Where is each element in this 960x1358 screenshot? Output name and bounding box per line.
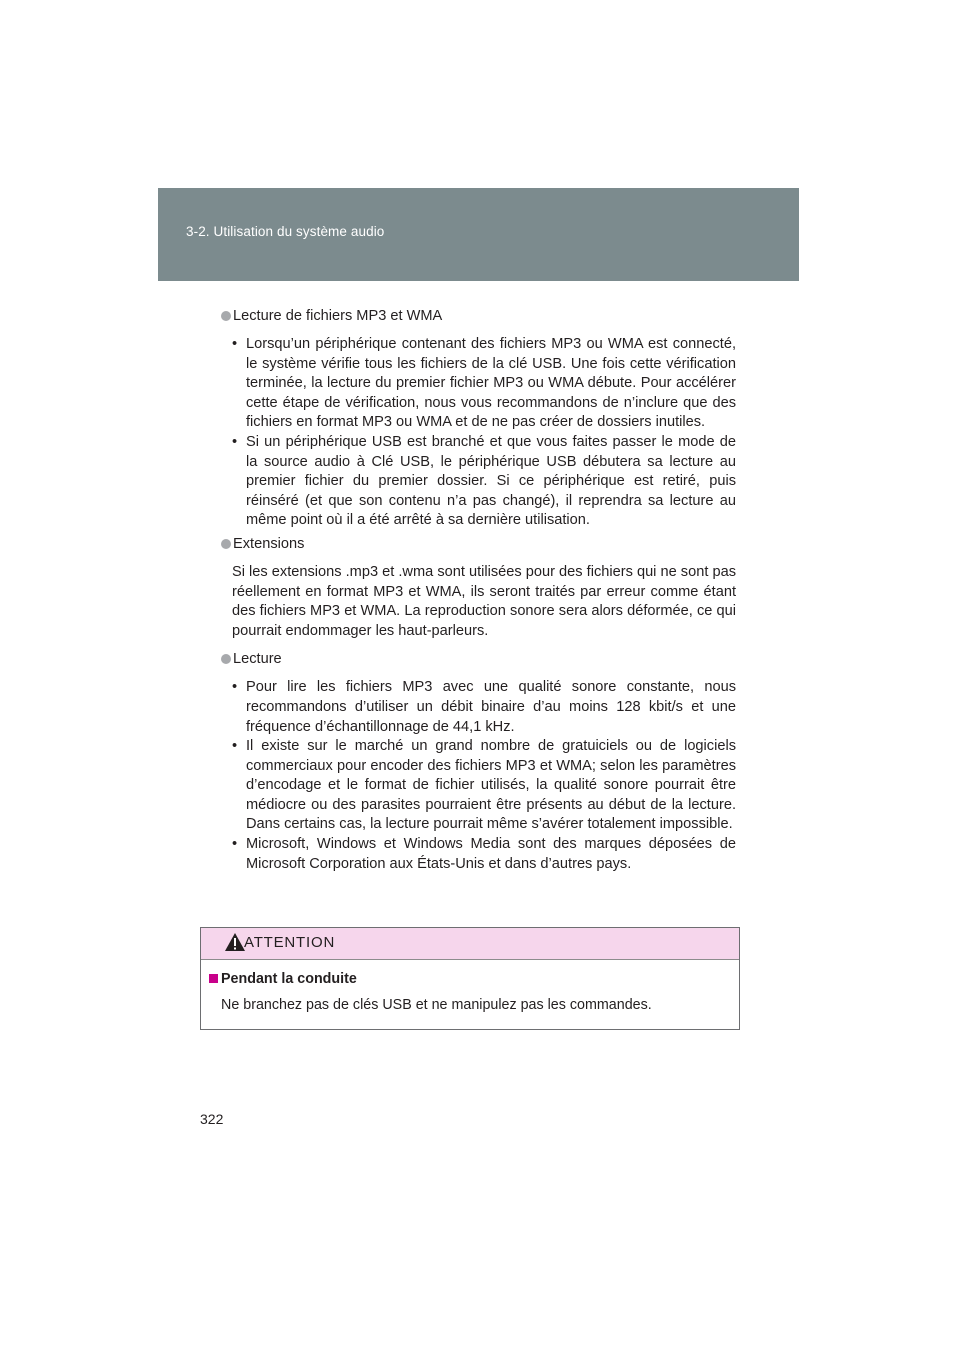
attention-subheading <box>209 970 739 989</box>
list-item <box>232 433 736 531</box>
list-item <box>232 678 736 737</box>
attention-subheading-text: Pendant la conduite <box>221 971 357 987</box>
section-heading-text: Lecture de fichiers MP3 et WMA <box>233 308 443 324</box>
square-bullet-icon <box>209 974 218 983</box>
list-item <box>232 737 736 835</box>
list-item-text: Microsoft, Windows et Windows Media sont des marques déposées de Microsoft Corporation aux États-Unis et dans d’autres pays. <box>246 836 736 872</box>
bullet-list <box>221 335 736 531</box>
section-paragraph: Si les extensions .mp3 et .wma sont utilisées pour des fichiers qui ne sont pas réellement en format MP3 et WMA, ils seront traités par erreur comme étant des fichiers MP3 et WMA. La reproduction sonore sera alors déformée, ce qui pourrait endommager les haut-parleurs. <box>232 563 736 639</box>
section-playback <box>221 649 736 874</box>
bullet-marker: • <box>232 836 238 853</box>
circle-bullet-icon <box>221 654 231 664</box>
attention-header <box>201 928 739 960</box>
section-heading <box>221 534 736 554</box>
bullet-marker: • <box>232 336 238 352</box>
list-item-text: Lorsqu’un périphérique contenant des fichiers MP3 ou WMA est connecté, le système vérifie tous les fichiers de la clé USB. Une fois cette vérification terminée, la lecture du premier fichier MP3 ou WMA débute. Pour accélérer cette étape de vérification, nous vous recommandons de n’inclure que des fichiers en format MP3 ou WMA et de ne pas créer de dossiers inutiles. <box>246 336 736 431</box>
section-heading <box>221 649 736 669</box>
attention-text: Ne branchez pas de clés USB et ne manipulez pas les commandes. <box>221 997 652 1013</box>
bullet-marker: • <box>232 679 238 696</box>
chapter-header-band <box>158 188 799 281</box>
list-item-text: Pour lire les fichiers MP3 avec une qualité sonore constante, nous recommandons d’utiliser un débit binaire d’au moins 128 kbit/s et une fréquence d’échantillonnage de 44,1 kHz. <box>246 679 736 735</box>
section-extensions <box>221 534 736 641</box>
circle-bullet-icon <box>221 539 231 549</box>
attention-box <box>200 927 740 1030</box>
list-item <box>232 335 736 433</box>
page-number: 322 <box>200 1111 224 1127</box>
list-item-text: Il existe sur le marché un grand nombre de gratuiciels ou de logiciels commerciaux pour encoder des fichiers MP3 et WMA; selon les paramètres d’encodage et le format de fichier utilisés, la qualité sonore pourrait être médiocre ou des parasites pourraient être présents au début de la lecture. Dans certains cas, la lecture pourrait même s’avérer totalement impossible. <box>246 738 736 833</box>
section-heading <box>221 306 736 326</box>
list-item-text: Si un périphérique USB est branché et que vous faites passer le mode de la source audio à Clé USB, le périphérique USB débutera sa lecture au premier fichier du premier dossier. Si ce périphérique est retiré, puis réinséré (et que son contenu n’a pas changé), il reprendra sa lecture au même point où il a été arrêté à sa dernière utilisation. <box>246 433 736 529</box>
section-mp3-wma-playback <box>221 306 736 531</box>
bullet-list <box>221 678 736 874</box>
main-content <box>221 306 736 874</box>
attention-body <box>201 960 739 1015</box>
section-heading-text: Extensions <box>233 535 305 552</box>
bullet-marker: • <box>232 738 238 755</box>
warning-triangle-icon <box>224 932 246 957</box>
bullet-marker: • <box>232 433 238 450</box>
section-title: 3-2. Utilisation du système audio <box>186 224 385 239</box>
circle-bullet-icon <box>221 311 231 321</box>
attention-title: ATTENTION <box>244 934 336 951</box>
list-item <box>232 835 736 874</box>
section-heading-text: Lecture <box>233 651 282 668</box>
